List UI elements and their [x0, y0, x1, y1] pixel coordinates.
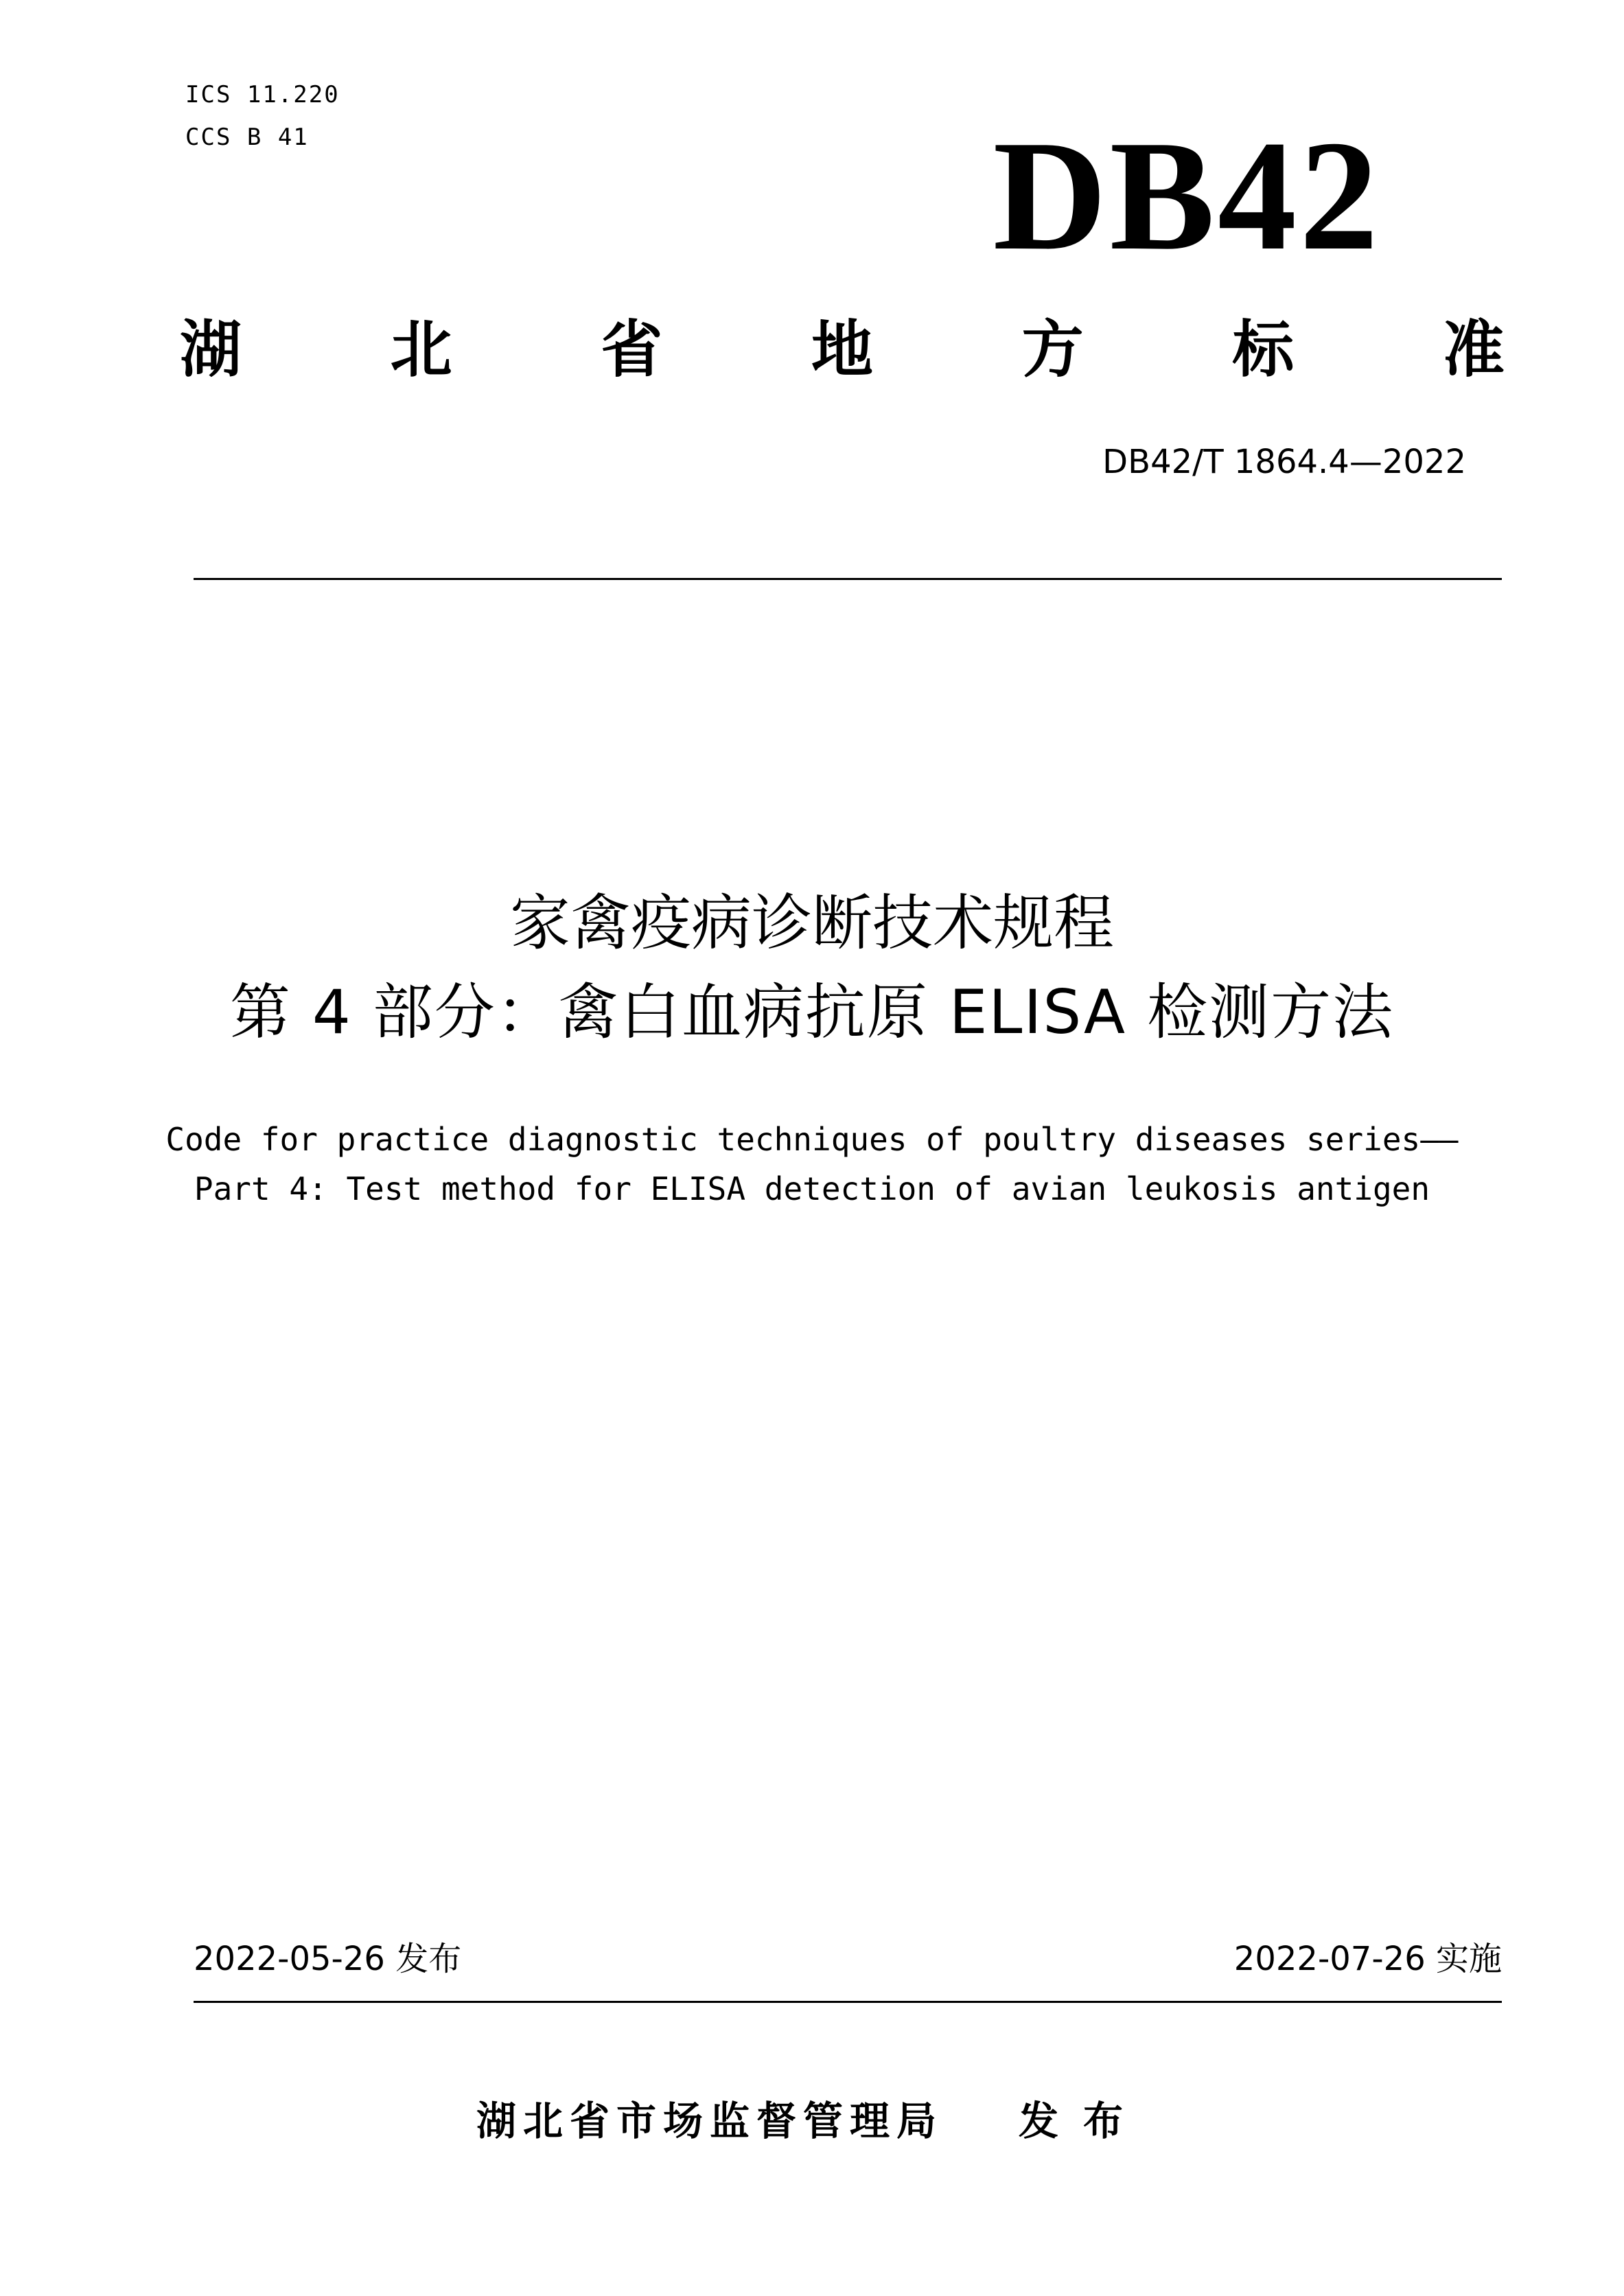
standard-type-char: 标	[1232, 314, 1295, 386]
bottom-divider	[194, 2001, 1502, 2003]
issuer-line	[0, 2094, 1624, 2148]
standard-type-char: 湖	[180, 314, 242, 386]
ccs-code: CCS B 41	[185, 124, 309, 151]
issue-date: 2022-05-26 发布	[194, 1940, 462, 1978]
standard-type-char: 准	[1442, 314, 1505, 386]
standard-number: DB42/T 1864.4—2022	[1102, 443, 1466, 481]
standard-type-char: 地	[811, 314, 873, 386]
standard-type-heading	[180, 312, 1505, 388]
chinese-title-line-1: 家禽疫病诊断技术规程	[509, 888, 1114, 958]
standard-type-char: 北	[390, 314, 452, 386]
english-title-line-2: Part 4: Test method for ELISA detection of avian leukosis antigen	[194, 1170, 1430, 1207]
issuing-authority: 湖北省市场监督管理局	[476, 2098, 943, 2144]
top-divider	[194, 578, 1502, 580]
implementation-date: 2022-07-26 实施	[1233, 1940, 1502, 1978]
standard-type-char: 方	[1021, 314, 1084, 386]
issued-label: 发布	[1019, 2098, 1148, 2144]
ics-code: ICS 11.220	[185, 81, 340, 108]
standard-type-char: 省	[601, 314, 663, 386]
db42-logo: DB42	[993, 108, 1381, 283]
chinese-title-line-2: 第 4 部分：禽白血病抗原 ELISA 检测方法	[229, 977, 1395, 1047]
english-title-line-1: Code for practice diagnostic techniques of poultry diseases series——	[165, 1121, 1459, 1158]
